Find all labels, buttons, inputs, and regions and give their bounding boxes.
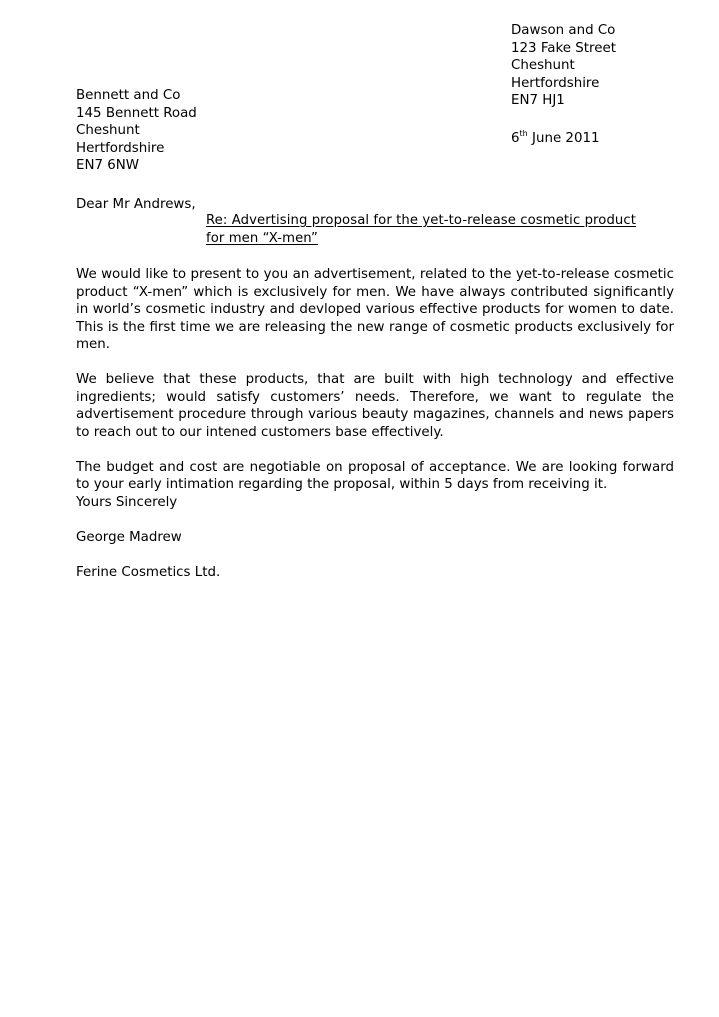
recipient-address-line: EN7 6NW [76,158,140,173]
recipient-address-line: Cheshunt [76,123,140,138]
date-month-year: June 2011 [532,131,600,146]
date-suffix: th [519,129,528,138]
sender-address-line: 123 Fake Street [511,40,616,56]
body-paragraph: The budget and cost are negotiable on proposal of acceptance. We are looking forward to your early intimation regarding the proposal, within 5 days from receiving it. [76,459,674,492]
sender-address [511,22,616,110]
signatory-name: George Madrew [76,530,182,545]
sender-address-line: Cheshunt [511,58,575,73]
recipient-address-line: 145 Bennett Road [76,105,197,121]
letter-body [76,266,674,511]
letter-closing [76,494,220,599]
salutation: Dear Mr Andrews, [76,197,196,212]
body-paragraph: We would like to present to you an advertisement, related to the yet-to-release cosmetic product “X-men” which is exclusively for men. We have always contributed significantly in world’s cosmetic industry and devloped various effective products for women to date. This is the first time we are releasing the new range of cosmetic products exclusively for men. [76,267,674,352]
sender-address-line: Dawson and Co [511,23,616,38]
valediction: Yours Sincerely [76,495,178,510]
body-paragraph: We believe that these products, that are built with high technology and effective ingredients; would satisfy customers’ needs. Therefore, we want to regulate the advertisement procedure through various beauty magazines, channels and news papers to reach out to our intened customers base effectively. [76,372,674,440]
recipient-address-line: Hertfordshire [76,140,165,156]
company-name: Ferine Cosmetics Ltd. [76,565,221,580]
letter-date [511,130,600,148]
date-day: 6 [511,131,520,146]
subject-line: Re: Advertising proposal for the yet-to-release cosmetic product for men “X-men” [206,213,637,246]
sender-address-line: Hertfordshire [511,75,600,91]
sender-address-line: EN7 HJ1 [511,93,565,108]
recipient-address [76,87,197,175]
recipient-address-line: Bennett and Co [76,88,181,103]
